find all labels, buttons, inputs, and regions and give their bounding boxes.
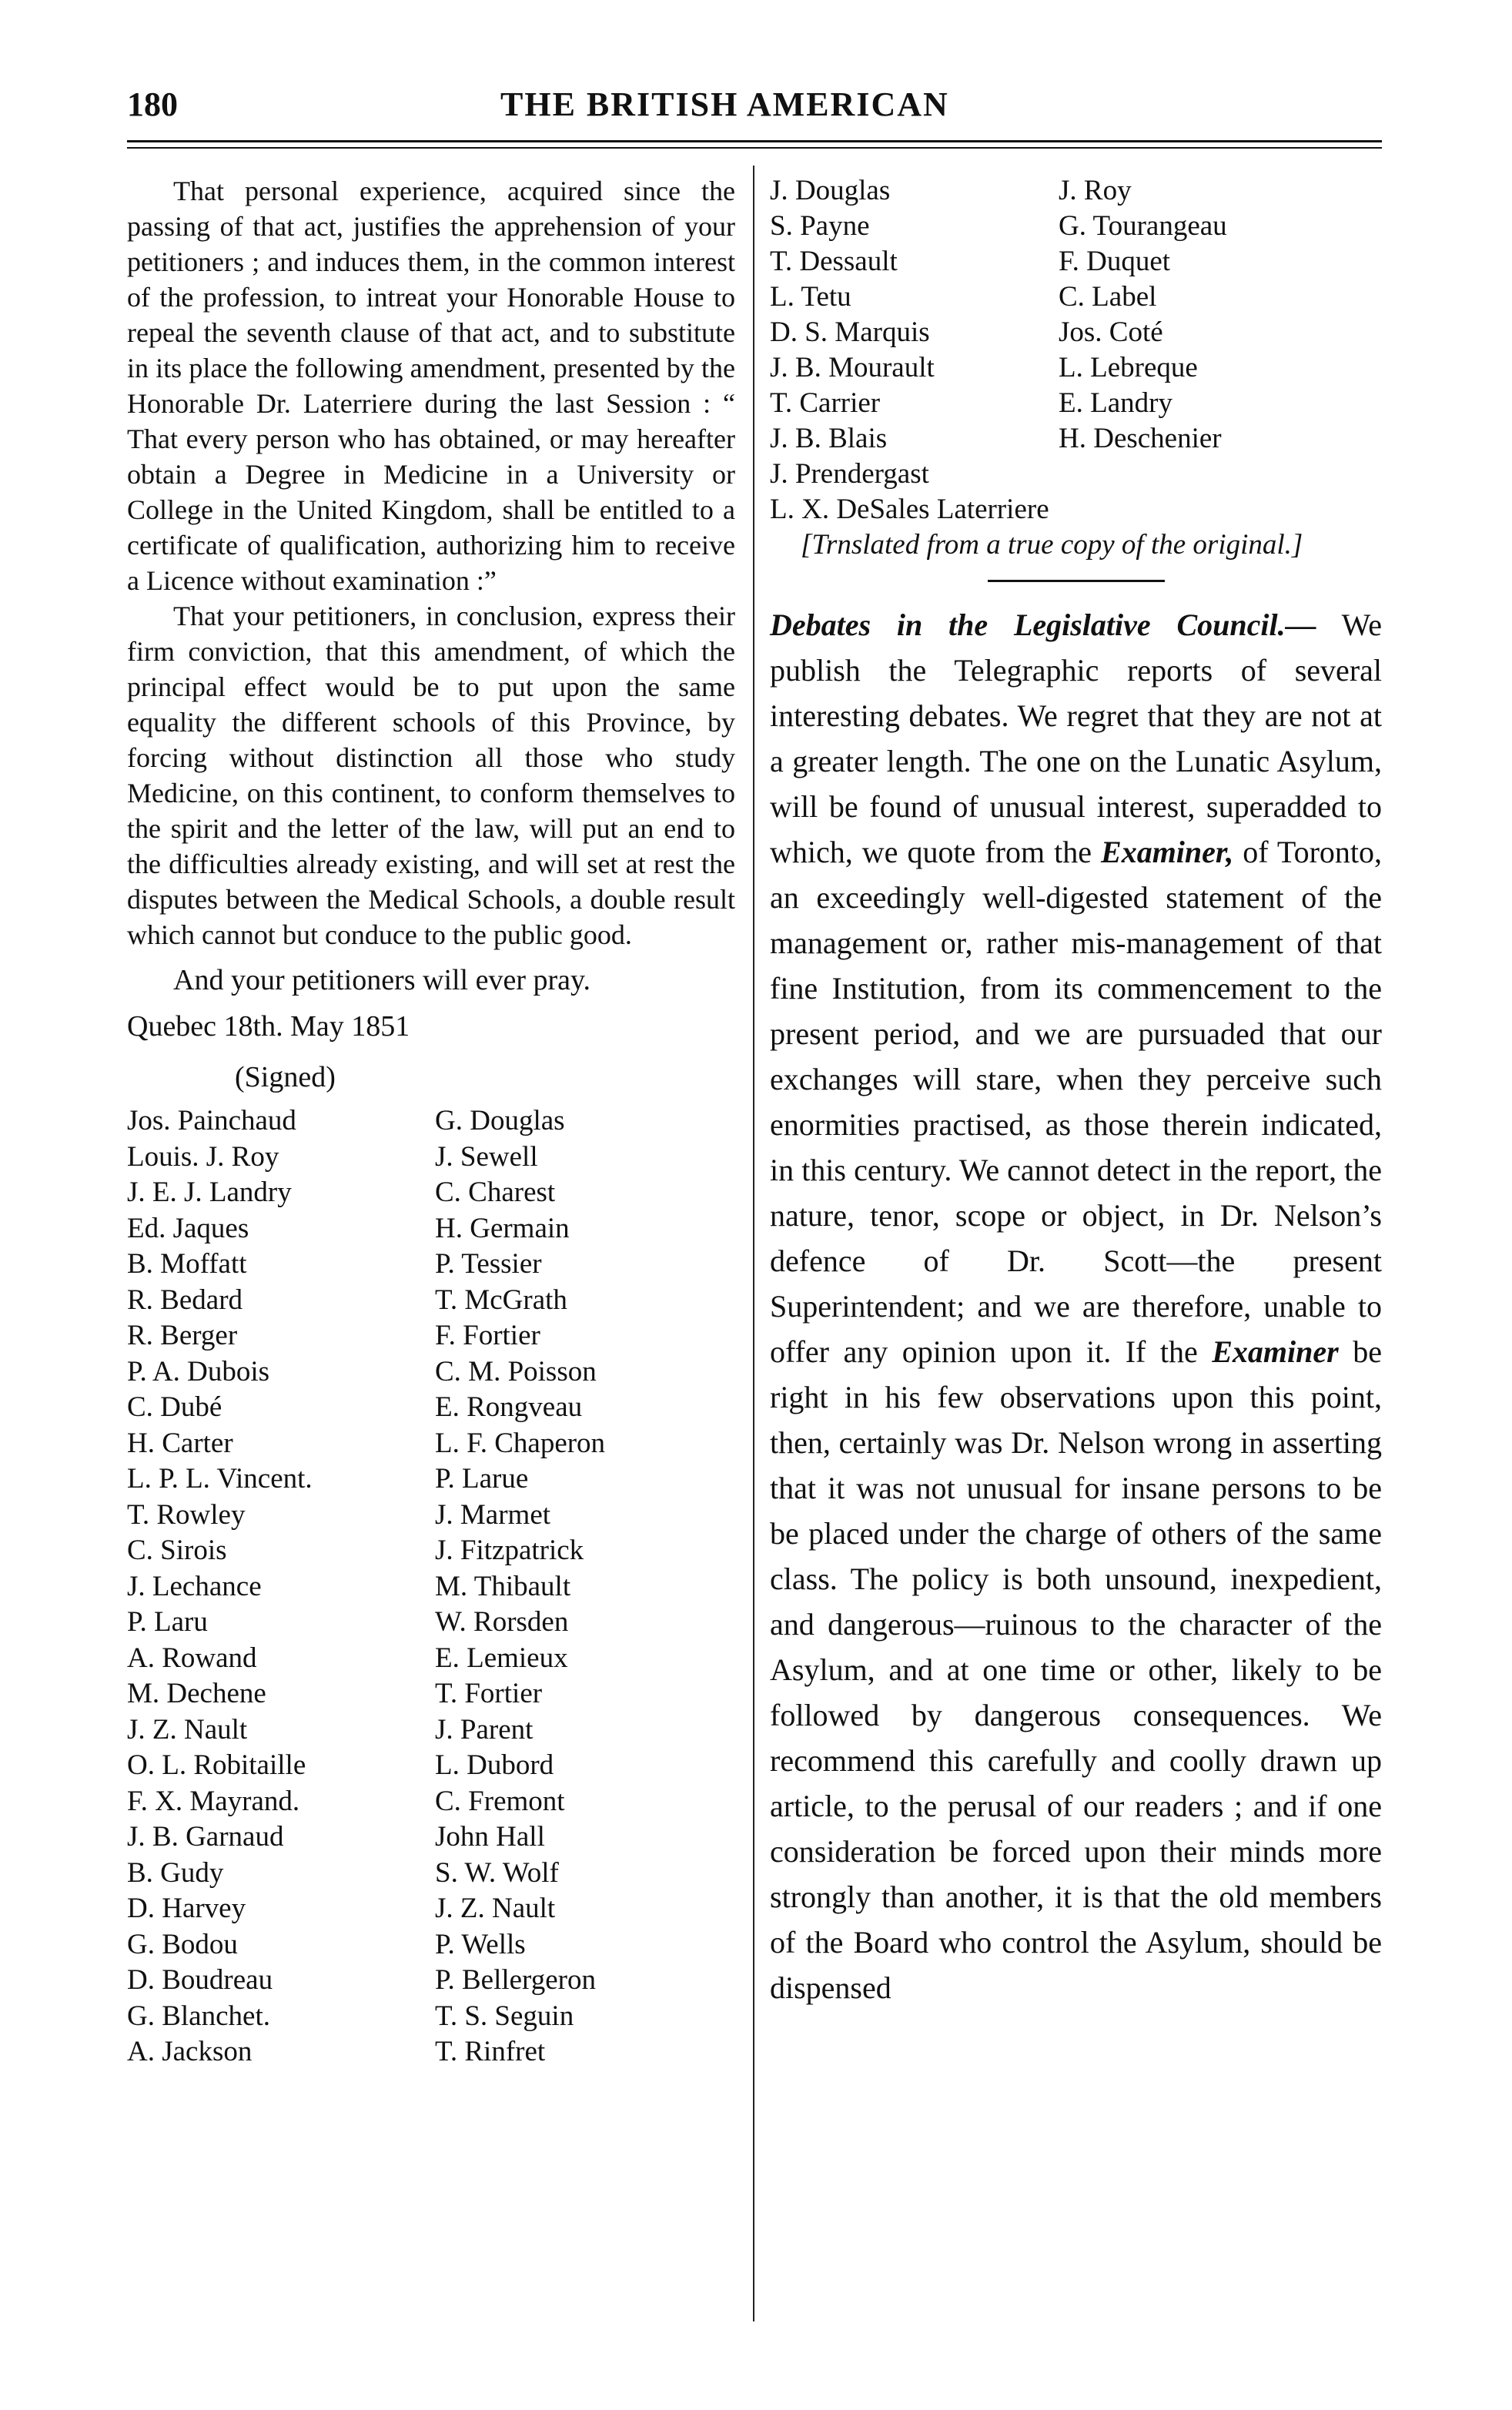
signature: L. Tetu — [770, 281, 851, 313]
signature: J. Fitzpatrick — [435, 1535, 584, 1566]
signature: J. B. Garnaud — [127, 1821, 284, 1853]
article-text: We publish the Telegraphic reports of several interesting debates. We regret that they are not at a greater length. The one on the Lunatic Asylum, will be found of unusual interest, superadded to which, we quote from the — [770, 608, 1382, 869]
article-emphasis: Examiner, — [1101, 835, 1234, 869]
signature: C. M. Poisson — [435, 1355, 597, 1387]
header-rule — [127, 140, 1382, 142]
column-divider — [753, 166, 754, 2321]
signature: Ed. Jaques — [127, 1212, 249, 1244]
article-heading: Debates in the Legislative Council.— — [770, 608, 1316, 642]
signature: T. Rinfret — [435, 2036, 546, 2067]
page-number: 180 — [127, 85, 178, 123]
signed-label: (Signed) — [235, 1061, 336, 1093]
signature: J. Roy — [1059, 175, 1132, 206]
signature: H. Deschenier — [1059, 423, 1222, 454]
signature: T. Fortier — [435, 1678, 543, 1709]
signature: H. Germain — [435, 1212, 570, 1244]
petition-paragraph-2: That your petitioners, in conclusion, express their firm conviction, that this amendment, of which the principal effect would be to put upon the same equality the different schools of this Province, by forcing without distinction all those who study Medicine, on this continent, to conform themselves to the spirit and the letter of the law, will put an end to the difficulties already existing, and will set at rest the disputes between the Medical Schools, a double result which cannot but conduce to the public good. — [127, 601, 735, 950]
signature: P. Laru — [127, 1606, 208, 1638]
signature: J. Z. Nault — [127, 1713, 248, 1746]
signature: John Hall — [435, 1821, 545, 1853]
signature: P. Larue — [435, 1463, 529, 1495]
signature: D. Boudreau — [127, 1964, 273, 1996]
signature: G. Bodou — [127, 1928, 238, 1960]
article-text: be right in his few observations upon this point, then, certainly was Dr. Nelson wrong in asserting that it was not unusual for insane persons to be be placed under the charge of others of the same class. The policy is both unsound, inexpedient, and dangerous—ruinous to the character of the Asylum, and at one time or other, likely to be followed by dangerous consequences. We recommend this carefully and coolly drawn up article, to the perusal of our readers ; and if one consideration be forced upon their minds more strongly than another, it is that the old members of the Board who control the Asylum, should be dispensed — [770, 1334, 1382, 2005]
signature: M. Thibault — [435, 1570, 571, 1602]
signature: T. S. Seguin — [435, 2000, 574, 2032]
signature: C. Sirois — [127, 1535, 227, 1566]
signature: S. W. Wolf — [435, 1856, 559, 1889]
signature: C. Fremont — [435, 1785, 565, 1817]
signature: J. B. Mourault — [770, 352, 935, 383]
signature: F. X. Mayrand. — [127, 1785, 300, 1817]
signature: F. Duquet — [1059, 246, 1171, 277]
signature: D. Harvey — [127, 1893, 246, 1924]
signature: J. Sewell — [435, 1140, 538, 1173]
signature: C. Dubé — [127, 1391, 222, 1423]
signature: T. Carrier — [770, 387, 881, 419]
signature: D. S. Marquis — [770, 316, 930, 348]
signature: C. Charest — [435, 1177, 556, 1208]
signature: J. Prendergast — [770, 458, 929, 490]
article-text: of Toronto, an exceedingly well-digested statement of the management or, rather mis-management of that fine Institution, from its commencement to the present period, and we are pursuaded that our exchanges will stare, when they perceive such enormities practised, as those therein indicated, in this century. We cannot detect in the report, the nature, tenor, scope or object, in Dr. Nelson’s defence of Dr. Scott—the present Superintendent; and we are therefore, unable to offer any opinion upon it. If the — [770, 835, 1383, 1369]
signature: J. Z. Nault — [435, 1893, 556, 1924]
signature: P. Wells — [435, 1928, 526, 1960]
signature: G. Blanchet. — [127, 2000, 270, 2032]
signature: B. Gudy — [127, 1856, 224, 1889]
right-column — [770, 173, 1382, 2010]
signature: T. Rowley — [127, 1498, 246, 1531]
section-divider — [988, 580, 1165, 582]
signature: G. Tourangeau — [1059, 210, 1227, 242]
signature: T. McGrath — [435, 1284, 567, 1316]
signature: J. B. Blais — [770, 423, 888, 454]
signature: P. A. Dubois — [127, 1355, 270, 1387]
signature: L. F. Chaperon — [435, 1427, 606, 1459]
signature: Jos. Painchaud — [127, 1105, 296, 1136]
signature: L. X. DeSales Laterriere — [770, 494, 1049, 525]
signature: J. Lechance — [127, 1570, 262, 1602]
signature: P. Bellergeron — [435, 1964, 596, 1996]
signature: Jos. Coté — [1059, 316, 1163, 348]
left-column — [127, 173, 735, 2070]
signature: E. Landry — [1059, 387, 1172, 419]
signature-list-right — [770, 173, 1382, 457]
article-body — [770, 602, 1382, 2010]
signature: R. Bedard — [127, 1284, 243, 1316]
signature: W. Rorsden — [435, 1606, 569, 1638]
signature: M. Dechene — [127, 1678, 266, 1709]
header-rule-secondary — [127, 147, 1382, 149]
signature: A. Rowand — [127, 1642, 257, 1674]
signature: J. E. J. Landry — [127, 1177, 292, 1208]
signature: C. Label — [1059, 281, 1157, 313]
signature: T. Dessault — [770, 246, 898, 277]
signature: G. Douglas — [435, 1105, 565, 1136]
signature: A. Jackson — [127, 2036, 253, 2067]
signature: F. Fortier — [435, 1320, 540, 1351]
signature: J. Douglas — [770, 175, 891, 206]
signature: L. Dubord — [435, 1749, 554, 1781]
signature-list-left — [127, 1103, 735, 2070]
petition-paragraph-1: That personal experience, acquired since the passing of that act, justifies the apprehension of your petitioners ; and induces them, in the common interest of the profession, to intreat your Honorable House to repeal the seventh clause of that act, and to substitute in its place the following amendment, presented by the Honorable Dr. Laterriere during the last Session : “ That every person who has obtained, or may hereafter obtain a Degree in Medicine in a University or College in the United Kingdom, shall be entitled to a certificate of qualification, authorizing him to receive a Licence without examination :” — [127, 176, 735, 596]
signature: H. Carter — [127, 1427, 233, 1459]
signature: B. Moffatt — [127, 1248, 247, 1280]
signature: S. Payne — [770, 210, 870, 242]
petition-closing: And your petitioners will ever pray. — [173, 964, 591, 996]
signature: Louis. J. Roy — [127, 1140, 279, 1173]
dateline: Quebec 18th. May 1851 — [127, 1010, 410, 1043]
signature: J. Marmet — [435, 1498, 551, 1531]
signature: E. Rongveau — [435, 1391, 583, 1423]
signature: O. L. Robitaille — [127, 1749, 306, 1781]
translation-note: [Trnslated from a true copy of the original.] — [801, 529, 1303, 561]
signature: R. Berger — [127, 1320, 238, 1351]
signature: L. P. L. Vincent. — [127, 1463, 313, 1495]
signature: E. Lemieux — [435, 1642, 568, 1674]
running-head: THE BRITISH AMERICAN — [500, 85, 949, 123]
signature: J. Parent — [435, 1713, 534, 1746]
signature: P. Tessier — [435, 1248, 542, 1280]
article-emphasis: Examiner — [1212, 1334, 1339, 1369]
signature: L. Lebreque — [1059, 352, 1198, 383]
